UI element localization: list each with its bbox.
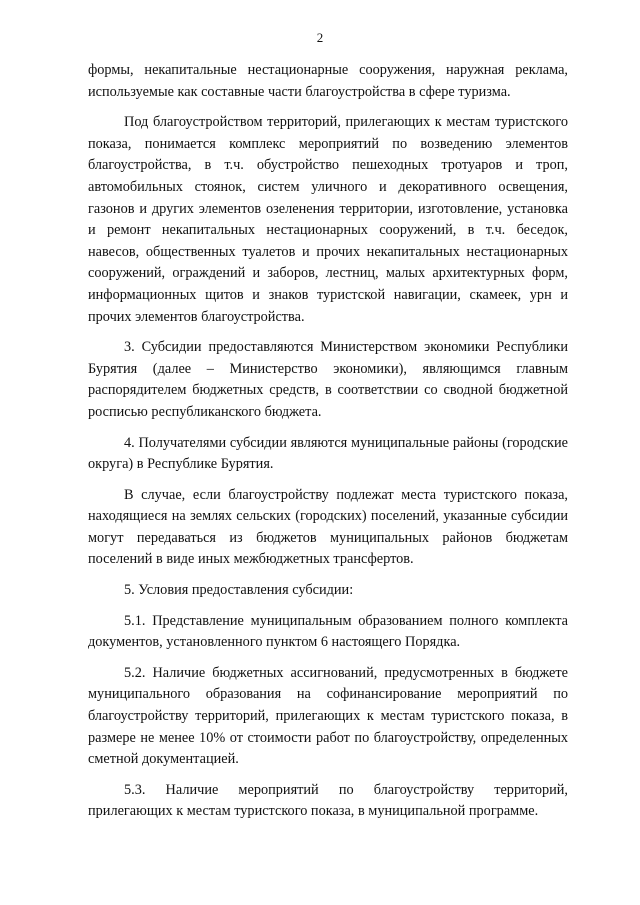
paragraph-continuation: формы, некапитальные нестационарные сооружения, наружная реклама, используемые как составные части благоустройства в сфере туризма. xyxy=(88,62,568,100)
paragraph-item-5-3: 5.3. Наличие мероприятий по благоустройству территорий, прилегающих к местам туристского показа, в муниципальной программе. xyxy=(88,781,568,820)
paragraph-item-5-1: 5.1. Представление муниципальным образованием полного комплекта документов, установленного пунктом 6 настоящего Порядка. xyxy=(88,612,568,651)
page-number: 2 xyxy=(316,30,324,45)
paragraph-item-3: 3. Субсидии предоставляются Министерством экономики Республики Бурятия (далее – Министерство экономики), являющимся главным распорядителем бюджетных средств, в соответствии со сводной бюджетной росписью республиканского бюджета. xyxy=(88,339,568,420)
paragraph-item-5-2: 5.2. Наличие бюджетных ассигнований, предусмотренных в бюджете муниципального образования на софинансирование мероприятий по благоустройству территорий, прилегающих к местам туристского показа, в размере не менее 10% от стоимости работ по благоустройству, определенных сметной документацией. xyxy=(88,664,568,768)
paragraph-settlements: В случае, если благоустройству подлежат места туристского показа, находящиеся на землях сельских (городских) поселений, указанные субсидии могут передаваться из бюджетов муниципальных районов бюджетам поселений в виде иных межбюджетных трансфертов. xyxy=(88,486,568,568)
document-body xyxy=(88,60,568,832)
paragraph-landscaping-definition: Под благоустройством территорий, прилегающих к местам туристского показа, понимается комплекс мероприятий по возведению элементов благоустройства, в т.ч. обустройство пешеходных тротуаров и троп, автомобильных стоянок, систем уличного и декоративного освещения, газонов и других элементов озеленения территории, изготовление, установка и ремонт некапитальных нестационарных сооружений, в т.ч. беседок, навесов, общественных туалетов и прочих некапитальных нестационарных сооружений, ограждений и заборов, лестниц, малых архитектурных форм, информационных щитов и знаков туристской навигации, скамеек, урн и прочих элементов благоустройства. xyxy=(88,114,568,325)
paragraph-item-4: 4. Получателями субсидии являются муниципальные районы (городские округа) в Республике Бурятия. xyxy=(88,434,568,473)
paragraph-item-5: 5. Условия предоставления субсидии: xyxy=(124,582,354,599)
